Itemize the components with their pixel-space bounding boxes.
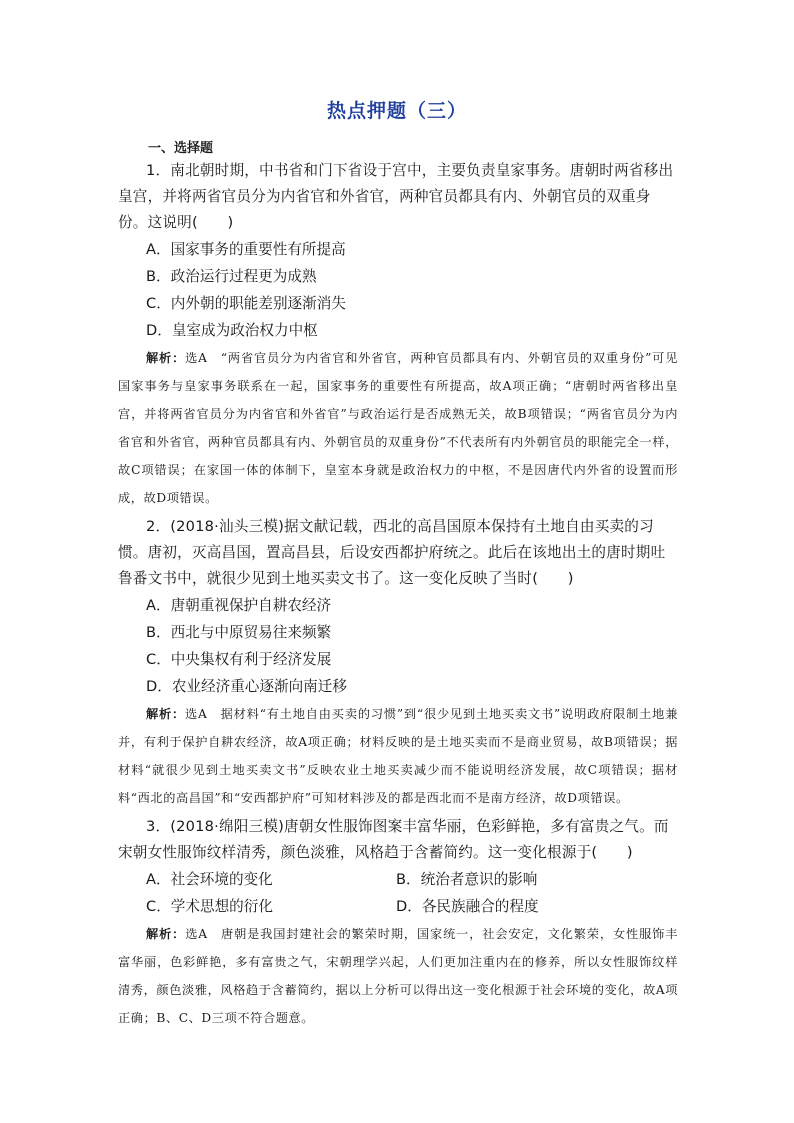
- question-2: [118, 514, 678, 812]
- section-heading: 一、选择题: [148, 141, 214, 156]
- option-d: D．皇室成为政治权力中枢: [146, 322, 318, 339]
- analysis-label: 解析：: [146, 351, 186, 365]
- option-row: [118, 893, 678, 920]
- analysis: [118, 700, 678, 812]
- option-d: D．农业经济重心逐渐向南迁移: [146, 678, 347, 695]
- question-list: [118, 158, 678, 1034]
- option-b: B．统治者意识的影响: [396, 871, 538, 888]
- option-a: A．国家事务的重要性有所提高: [146, 241, 346, 258]
- page-title: 热点押题（三）: [326, 100, 467, 122]
- analysis-label: 解析：: [146, 927, 186, 941]
- question-1: [118, 158, 678, 512]
- analysis-text: 选A 据材料“有土地自由买卖的习惯”到“很少见到土地买卖文书”说明政府限制土地兼并，有利于保护自耕农经济，故A项正确；材料反映的是土地买卖而不是商业贸易，故B项错误；据材料“就很少见到土地买卖文书”反映农业土地买卖减少而不能说明经济发展，故C项错误；据材料“西北的高昌国”和“安西都护府”可知材料涉及的都是西北而不是南方经济，故D项错误。: [118, 707, 678, 805]
- question-stem: 3．(2018·绵阳三模)唐朝女性服饰图案丰富华丽，色彩鲜艳，多有富贵之气。而宋朝女性服饰纹样清秀，颜色淡雅，风格趋于含蓄简约。这一变化根源于( ): [118, 818, 669, 861]
- analysis: [118, 920, 678, 1032]
- option-c: C．中央集权有利于经济发展: [146, 651, 332, 668]
- option-row: [118, 866, 678, 893]
- analysis-text: 选A 唐朝是我国封建社会的繁荣时期，国家统一，社会安定，文化繁荣，女性服饰丰富华丽，色彩鲜艳，多有富贵之气，宋朝理学兴起，人们更加注重内在的修养，所以女性服饰纹样清秀，颜色淡雅，风格趋于含蓄简约，据以上分析可以得出这一变化根源于社会环境的变化，故A项正确；B、C、D三项不符合题意。: [118, 927, 678, 1025]
- question-3: [118, 814, 678, 1032]
- analysis-text: 选A “两省官员分为内省官和外省官，两种官员都具有内、外朝官员的双重身份”可见国家事务与皇家事务联系在一起，国家事务的重要性有所提高，故A项正确；“唐朝时两省移出皇宫，并将两省官员分为内省官和外省官”与政治运行是否成熟无关，故B项错误；“两省官员分为内省官和外省官，两种官员都具有内、外朝官员的双重身份”不代表所有内外朝官员的职能完全一样，故C项错误；在家国一体的体制下，皇室本身就是政治权力的中枢，不是因唐代内外省的设置而形成，故D项错误。: [118, 351, 678, 505]
- option-d: D．各民族融合的程度: [396, 898, 539, 915]
- option-c: C．内外朝的职能差别逐渐消失: [146, 295, 346, 312]
- question-stem: 1．南北朝时期，中书省和门下省设于宫中，主要负责皇家事务。唐朝时两省移出皇宫，并将两省官员分为内省官和外省官，两种官员都具有内、外朝官员的双重身份。这说明( ): [118, 162, 674, 231]
- option-a: A．社会环境的变化: [146, 871, 273, 888]
- option-a: A．唐朝重视保护自耕农经济: [146, 597, 332, 614]
- option-c: C．学术思想的衍化: [146, 898, 273, 915]
- option-b: B．西北与中原贸易往来频繁: [146, 624, 332, 641]
- analysis: [118, 344, 678, 512]
- analysis-label: 解析：: [146, 707, 186, 721]
- option-b: B．政治运行过程更为成熟: [146, 268, 317, 285]
- question-stem: 2．(2018·汕头三模)据文献记载，西北的高昌国原本保持有土地自由买卖的习惯。唐初，灭高昌国，置高昌县，后设安西都护府统之。此后在该地出土的唐时期吐鲁番文书中，就很少见到土地买卖文书了。这一变化反映了当时( ): [118, 518, 666, 587]
